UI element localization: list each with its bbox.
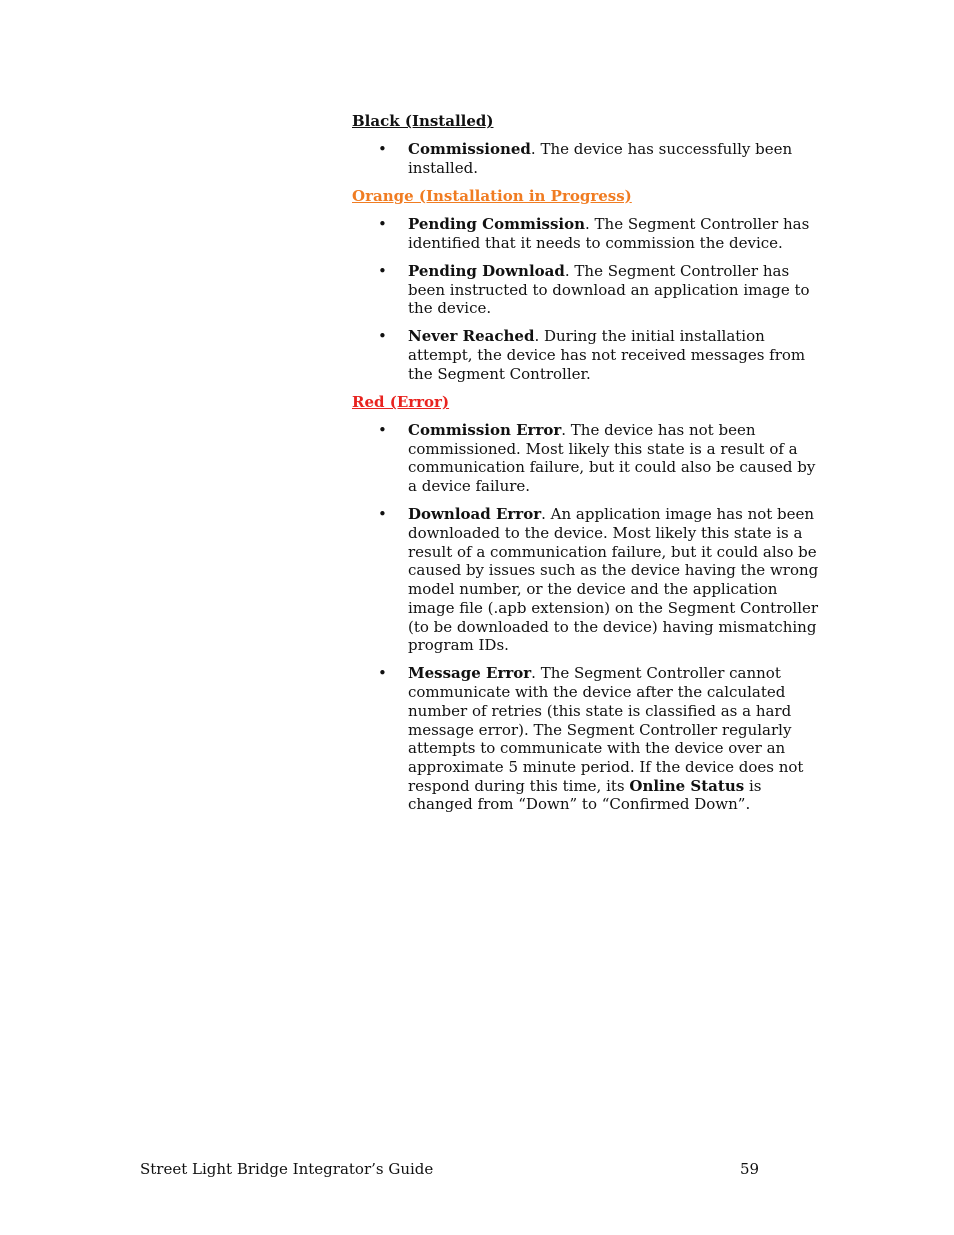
term: Pending Download — [408, 261, 565, 280]
section-heading-black: Black (Installed) — [352, 112, 494, 130]
list-item — [352, 421, 822, 496]
section-heading-red: Red (Error) — [352, 393, 450, 412]
bullet-icon: • — [378, 664, 387, 683]
bullet-list-red — [352, 421, 822, 814]
bullet-icon: • — [378, 214, 387, 233]
description: . The device has successfully been installed. — [408, 140, 793, 177]
bullet-list-black — [352, 140, 822, 177]
description: . The Segment Controller cannot communicate with the device after the calculated number of retries (this state is classified as a hard message error). The Segment Controller regularly attempts to communicate with the device over an approximate 5 minute period. If the device does not respond during this time, its — [408, 664, 804, 795]
description: . An application image has not been downloaded to the device. Most likely this state is a result of a communication failure, but it could also be caused by issues such as the device having the wrong model number, or the device and the application image file (.apb extension) on the Segment Controller (to be downloaded to the device) having mismatching program IDs. — [408, 505, 819, 655]
list-item — [352, 664, 822, 814]
term: Commissioned — [408, 140, 531, 158]
list-item — [352, 215, 822, 252]
term: Never Reached — [408, 327, 535, 346]
term: Message Error — [408, 664, 532, 683]
page-footer — [140, 1159, 760, 1179]
description: . The Segment Controller has been instructed to download an application image to the device. — [408, 261, 810, 318]
bullet-icon: • — [378, 140, 387, 158]
bullet-icon: • — [378, 261, 387, 280]
list-item — [352, 262, 822, 318]
bullet-list-orange — [352, 215, 822, 384]
footer-title: Street Light Bridge Integrator’s Guide — [140, 1160, 434, 1178]
description: . The Segment Controller has identified that it needs to commission the device. — [408, 214, 810, 252]
list-item — [352, 505, 822, 655]
section-heading-orange: Orange (Installation in Progress) — [352, 186, 632, 205]
bullet-icon: • — [378, 421, 387, 440]
list-item — [352, 327, 822, 383]
description: . The device has not been commissioned. Most likely this state is a result of a communication failure, but it could also be caused by a device failure. — [408, 421, 816, 496]
page-content — [352, 112, 822, 824]
list-item — [352, 140, 822, 177]
term: Download Error — [408, 505, 542, 524]
term: Pending Commission — [408, 214, 586, 233]
page-number: 59 — [740, 1160, 760, 1178]
term: Commission Error — [408, 421, 562, 440]
description: . During the initial installation attempt, the device has not received messages from the Segment Controller. — [408, 327, 806, 383]
bullet-icon: • — [378, 327, 387, 346]
bullet-icon: • — [378, 505, 387, 524]
term-online-status: Online Status — [629, 776, 745, 795]
description-continued: is changed from “Down” to “Confirmed Down”. — [408, 776, 762, 814]
